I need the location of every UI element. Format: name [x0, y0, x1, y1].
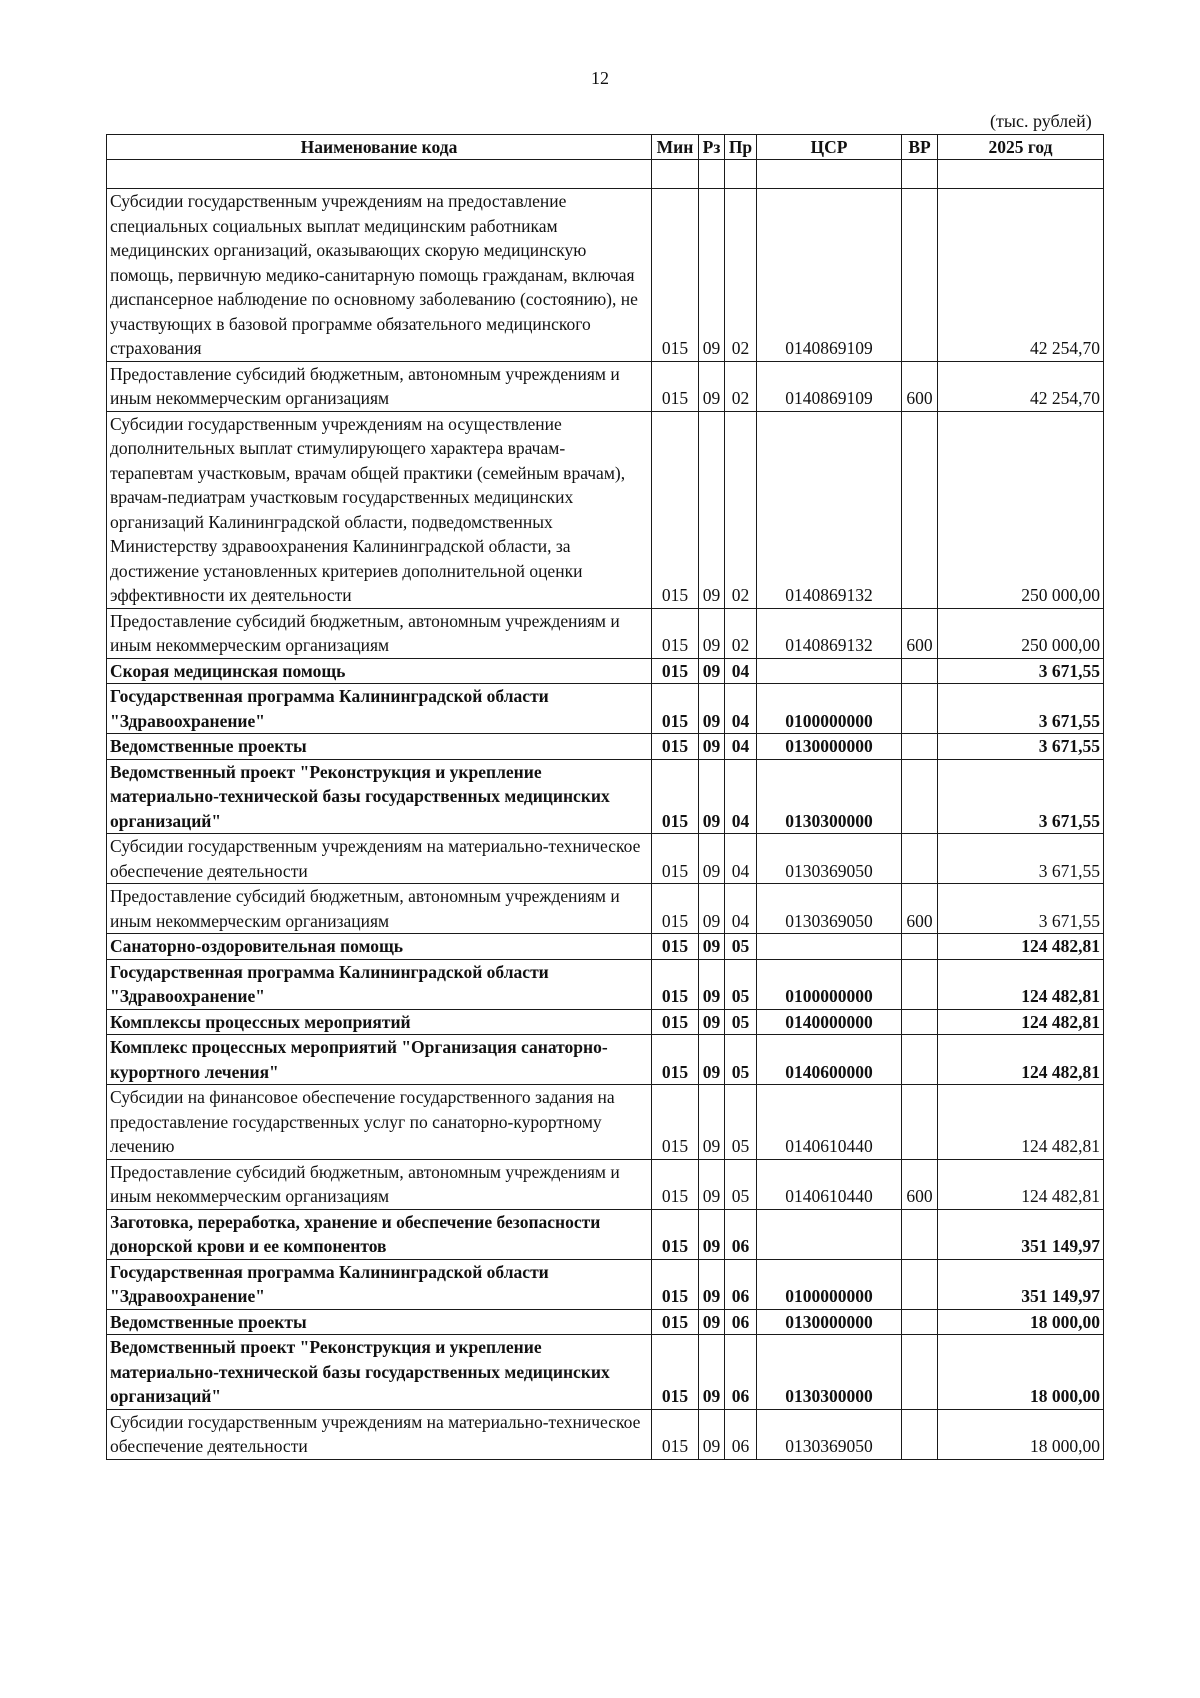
row-name: Ведомственные проекты: [107, 734, 652, 760]
row-name: Предоставление субсидий бюджетным, автономным учреждениям и иным некоммерческим организациям: [107, 608, 652, 658]
row-csr: 0140869132: [757, 608, 902, 658]
row-amount: 3 671,55: [938, 734, 1104, 760]
table-row: [107, 934, 1104, 960]
row-amount: 3 671,55: [938, 658, 1104, 684]
row-name: Ведомственный проект "Реконструкция и укрепление материально-технической базы государственных медицинских организаций": [107, 759, 652, 834]
row-vr: [902, 959, 938, 1009]
table-row: [107, 189, 1104, 362]
row-amount: 3 671,55: [938, 884, 1104, 934]
row-rz: 09: [699, 361, 725, 411]
row-pr: 06: [725, 1259, 757, 1309]
row-vr: [902, 1209, 938, 1259]
row-amount: 124 482,81: [938, 1085, 1104, 1160]
row-pr: 05: [725, 1159, 757, 1209]
row-name: Ведомственные проекты: [107, 1309, 652, 1335]
row-amount: 3 671,55: [938, 834, 1104, 884]
row-min: 015: [652, 1409, 699, 1459]
row-amount: 18 000,00: [938, 1335, 1104, 1410]
row-min: 015: [652, 658, 699, 684]
row-amount: 42 254,70: [938, 361, 1104, 411]
row-pr: 02: [725, 411, 757, 608]
row-name: Комплексы процессных мероприятий: [107, 1009, 652, 1035]
row-amount: 124 482,81: [938, 1009, 1104, 1035]
row-rz: 09: [699, 1309, 725, 1335]
row-vr: [902, 1335, 938, 1410]
row-rz: 09: [699, 1335, 725, 1410]
row-rz: 09: [699, 1085, 725, 1160]
row-amount: 42 254,70: [938, 189, 1104, 362]
row-min: 015: [652, 189, 699, 362]
row-pr: 02: [725, 361, 757, 411]
row-csr: [757, 1209, 902, 1259]
row-name: Ведомственный проект "Реконструкция и укрепление материально-технической базы государственных медицинских организаций": [107, 1335, 652, 1410]
header-rz: Рз: [699, 135, 725, 160]
table-row: [107, 959, 1104, 1009]
row-amount: 18 000,00: [938, 1309, 1104, 1335]
row-min: 015: [652, 684, 699, 734]
row-min: 015: [652, 361, 699, 411]
row-min: 015: [652, 1309, 699, 1335]
row-name: Государственная программа Калининградской области "Здравоохранение": [107, 959, 652, 1009]
row-rz: 09: [699, 189, 725, 362]
row-min: 015: [652, 1085, 699, 1160]
row-pr: 04: [725, 884, 757, 934]
row-vr: [902, 684, 938, 734]
row-pr: 06: [725, 1309, 757, 1335]
row-name: Скорая медицинская помощь: [107, 658, 652, 684]
row-vr: 600: [902, 1159, 938, 1209]
row-vr: [902, 658, 938, 684]
row-vr: [902, 834, 938, 884]
row-min: 015: [652, 834, 699, 884]
row-rz: 09: [699, 684, 725, 734]
row-vr: [902, 734, 938, 760]
row-min: 015: [652, 959, 699, 1009]
row-csr: 0140000000: [757, 1009, 902, 1035]
row-csr: 0130000000: [757, 1309, 902, 1335]
row-amount: 3 671,55: [938, 759, 1104, 834]
table-row: [107, 734, 1104, 760]
row-vr: 600: [902, 884, 938, 934]
row-amount: 18 000,00: [938, 1409, 1104, 1459]
table-row: [107, 608, 1104, 658]
row-rz: 09: [699, 411, 725, 608]
table-row: [107, 411, 1104, 608]
row-pr: 06: [725, 1209, 757, 1259]
row-pr: 04: [725, 734, 757, 760]
row-csr: 0140869132: [757, 411, 902, 608]
row-vr: [902, 1085, 938, 1160]
table-row: [107, 1035, 1104, 1085]
row-name: Заготовка, переработка, хранение и обеспечение безопасности донорской крови и ее компонентов: [107, 1209, 652, 1259]
row-pr: 05: [725, 959, 757, 1009]
row-amount: 124 482,81: [938, 1159, 1104, 1209]
row-amount: 3 671,55: [938, 684, 1104, 734]
row-csr: [757, 658, 902, 684]
row-name: Субсидии на финансовое обеспечение государственного задания на предоставление государственных услуг по санаторно-курортному лечению: [107, 1085, 652, 1160]
row-csr: 0130369050: [757, 1409, 902, 1459]
row-min: 015: [652, 934, 699, 960]
spacer-cell: [725, 160, 757, 189]
row-amount: 351 149,97: [938, 1209, 1104, 1259]
units-label: (тыс. рублей): [990, 111, 1092, 131]
spacer-cell: [652, 160, 699, 189]
row-rz: 09: [699, 734, 725, 760]
table-row: [107, 1409, 1104, 1459]
table-row: [107, 658, 1104, 684]
row-min: 015: [652, 1259, 699, 1309]
row-name: Государственная программа Калининградской области "Здравоохранение": [107, 684, 652, 734]
row-csr: 0140600000: [757, 1035, 902, 1085]
row-amount: 250 000,00: [938, 608, 1104, 658]
row-pr: 05: [725, 1035, 757, 1085]
row-pr: 05: [725, 1009, 757, 1035]
row-vr: 600: [902, 361, 938, 411]
page-number: 12: [591, 68, 609, 88]
row-name: Субсидии государственным учреждениям на предоставление специальных социальных выплат медицинским работникам медицинских организаций, оказывающих скорую медицинскую помощь, первичную медико-санитарную помощь гражданам, включая диспансерное наблюдение по основному заболеванию (состоянию), не участвующих в базовой программе обязательного медицинского страхования: [107, 189, 652, 362]
row-vr: [902, 759, 938, 834]
row-rz: 09: [699, 959, 725, 1009]
table-row: [107, 759, 1104, 834]
table-row: [107, 1159, 1104, 1209]
row-name: Комплекс процессных мероприятий "Организация санаторно-курортного лечения": [107, 1035, 652, 1085]
row-name: Государственная программа Калининградской области "Здравоохранение": [107, 1259, 652, 1309]
table-row: [107, 1085, 1104, 1160]
row-name: Субсидии государственным учреждениям на материально-техническое обеспечение деятельности: [107, 834, 652, 884]
row-csr: 0100000000: [757, 959, 902, 1009]
row-name: Предоставление субсидий бюджетным, автономным учреждениям и иным некоммерческим организациям: [107, 1159, 652, 1209]
row-min: 015: [652, 1335, 699, 1410]
row-pr: 02: [725, 189, 757, 362]
row-amount: 250 000,00: [938, 411, 1104, 608]
row-csr: 0130300000: [757, 759, 902, 834]
spacer-cell: [902, 160, 938, 189]
row-pr: 05: [725, 1085, 757, 1160]
row-rz: 09: [699, 1409, 725, 1459]
row-pr: 06: [725, 1335, 757, 1410]
row-min: 015: [652, 734, 699, 760]
row-vr: [902, 411, 938, 608]
row-min: 015: [652, 759, 699, 834]
spacer-cell: [938, 160, 1104, 189]
row-vr: [902, 1009, 938, 1035]
row-amount: 124 482,81: [938, 1035, 1104, 1085]
header-year: 2025 год: [938, 135, 1104, 160]
row-pr: 04: [725, 759, 757, 834]
row-csr: 0100000000: [757, 1259, 902, 1309]
row-name: Субсидии государственным учреждениям на осуществление дополнительных выплат стимулирующего характера врачам-терапевтам участковым, врачам общей практики (семейным врачам), врачам-педиатрам участковым государственных медицинских организаций Калининградской области, подведомственных Министерству здравоохранения Калининградской области, за достижение установленных критериев дополнительной оценки эффективности их деятельности: [107, 411, 652, 608]
spacer-row: [107, 160, 1104, 189]
row-pr: 02: [725, 608, 757, 658]
row-csr: 0140869109: [757, 189, 902, 362]
table-row: [107, 1009, 1104, 1035]
row-vr: [902, 934, 938, 960]
row-csr: [757, 934, 902, 960]
row-name: Субсидии государственным учреждениям на материально-техническое обеспечение деятельности: [107, 1409, 652, 1459]
row-csr: 0140610440: [757, 1159, 902, 1209]
row-min: 015: [652, 884, 699, 934]
row-rz: 09: [699, 934, 725, 960]
header-vr: ВР: [902, 135, 938, 160]
row-rz: 09: [699, 1009, 725, 1035]
row-pr: 04: [725, 658, 757, 684]
row-name: Предоставление субсидий бюджетным, автономным учреждениям и иным некоммерческим организациям: [107, 884, 652, 934]
row-min: 015: [652, 608, 699, 658]
row-name: Предоставление субсидий бюджетным, автономным учреждениям и иным некоммерческим организациям: [107, 361, 652, 411]
row-rz: 09: [699, 1259, 725, 1309]
row-vr: [902, 1035, 938, 1085]
header-row: [107, 135, 1104, 160]
table-row: [107, 361, 1104, 411]
row-rz: 09: [699, 884, 725, 934]
row-rz: 09: [699, 1209, 725, 1259]
table-row: [107, 1259, 1104, 1309]
row-name: Санаторно-оздоровительная помощь: [107, 934, 652, 960]
row-pr: 05: [725, 934, 757, 960]
spacer-cell: [107, 160, 652, 189]
row-amount: 351 149,97: [938, 1259, 1104, 1309]
row-csr: 0140869109: [757, 361, 902, 411]
table-row: [107, 884, 1104, 934]
spacer-cell: [699, 160, 725, 189]
row-csr: 0130369050: [757, 834, 902, 884]
header-csr: ЦСР: [757, 135, 902, 160]
row-csr: 0140610440: [757, 1085, 902, 1160]
row-vr: [902, 1259, 938, 1309]
row-csr: 0130000000: [757, 734, 902, 760]
row-min: 015: [652, 1035, 699, 1085]
row-vr: [902, 1409, 938, 1459]
row-min: 015: [652, 1009, 699, 1035]
row-csr: 0130369050: [757, 884, 902, 934]
row-csr: 0130300000: [757, 1335, 902, 1410]
row-amount: 124 482,81: [938, 934, 1104, 960]
header-pr: Пр: [725, 135, 757, 160]
table-row: [107, 1335, 1104, 1410]
row-rz: 09: [699, 834, 725, 884]
row-vr: [902, 189, 938, 362]
row-csr: 0100000000: [757, 684, 902, 734]
row-pr: 06: [725, 1409, 757, 1459]
budget-table: [106, 134, 1104, 1460]
row-amount: 124 482,81: [938, 959, 1104, 1009]
row-pr: 04: [725, 684, 757, 734]
table-row: [107, 1309, 1104, 1335]
table-row: [107, 684, 1104, 734]
header-name: Наименование кода: [107, 135, 652, 160]
row-rz: 09: [699, 658, 725, 684]
row-min: 015: [652, 1159, 699, 1209]
row-rz: 09: [699, 608, 725, 658]
row-min: 015: [652, 1209, 699, 1259]
header-min: Мин: [652, 135, 699, 160]
row-min: 015: [652, 411, 699, 608]
row-rz: 09: [699, 759, 725, 834]
row-rz: 09: [699, 1159, 725, 1209]
row-rz: 09: [699, 1035, 725, 1085]
row-vr: 600: [902, 608, 938, 658]
table-row: [107, 1209, 1104, 1259]
row-pr: 04: [725, 834, 757, 884]
table-row: [107, 834, 1104, 884]
spacer-cell: [757, 160, 902, 189]
row-vr: [902, 1309, 938, 1335]
